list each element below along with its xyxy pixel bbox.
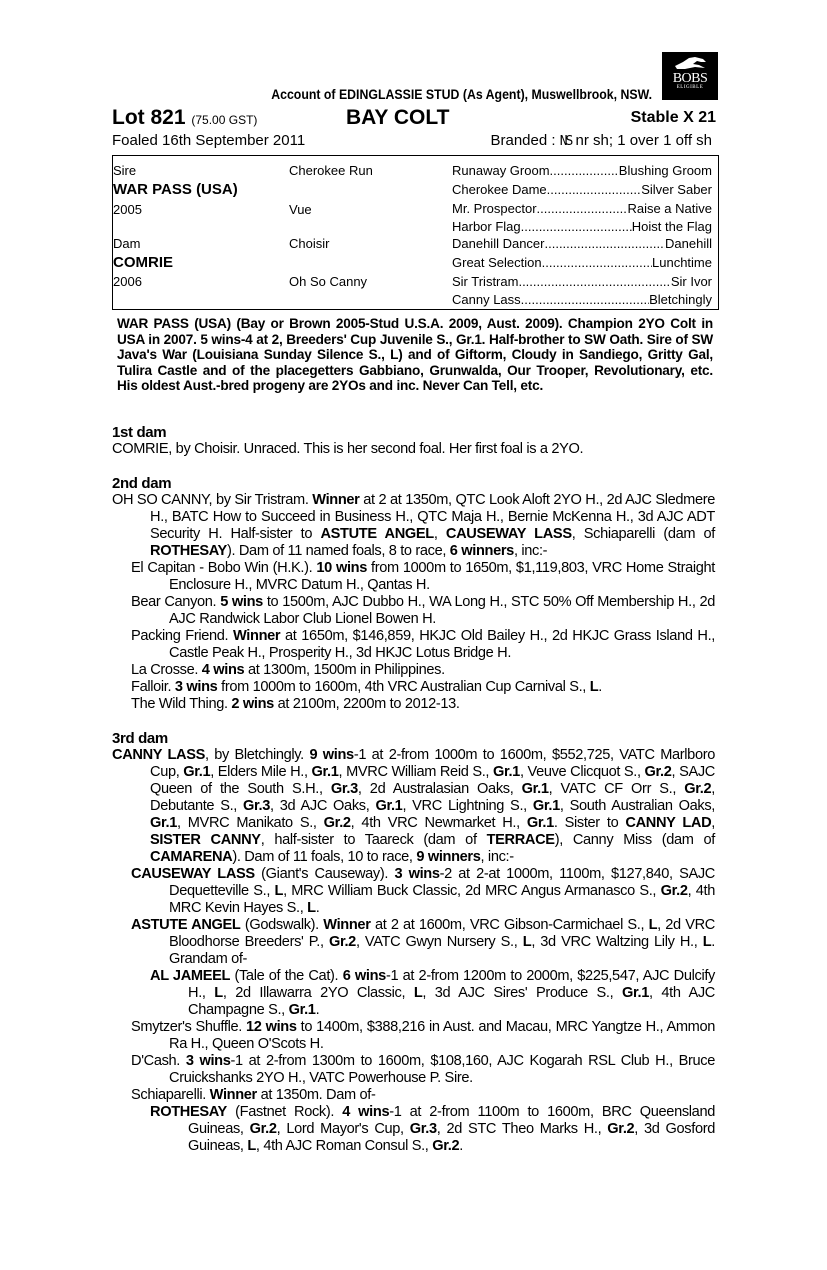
text: . Grandam of- bbox=[169, 934, 715, 967]
produce-entry bbox=[112, 492, 715, 560]
produce-entry bbox=[112, 594, 715, 628]
text: (Fastnet Rock). bbox=[226, 1104, 343, 1120]
bold-text: Gr.1 bbox=[526, 815, 554, 831]
grandparent-name: Mr. Prospector bbox=[452, 201, 537, 216]
bold-text: CANNY LASS bbox=[112, 747, 205, 763]
bold-text: Gr.2 bbox=[249, 1121, 277, 1137]
bold-text: L bbox=[413, 985, 423, 1001]
produce-entry bbox=[112, 441, 715, 458]
text: (Tale of the Cat). bbox=[230, 968, 343, 984]
text: . bbox=[459, 1138, 463, 1154]
text: , bbox=[711, 815, 715, 831]
bold-text: Winner bbox=[233, 628, 281, 644]
bold-text: 3 wins bbox=[185, 1053, 231, 1069]
text: Falloir. bbox=[131, 679, 175, 695]
logo-text: BOBS bbox=[672, 71, 708, 86]
text: . bbox=[598, 679, 602, 695]
great-grandsire-name: Bletchingly bbox=[649, 292, 712, 307]
text: at 1650m, $146,859, HKJC Old Bailey H., 2d HKJC Grass Island H., Castle Peak H., Prosperity H., 3d HKJC Lotus Bridge H. bbox=[169, 628, 715, 661]
bold-text: Gr.3 bbox=[409, 1121, 437, 1137]
bold-text: Gr.1 bbox=[532, 798, 560, 814]
text: ). Dam of 11 named foals, 8 to race, bbox=[226, 543, 450, 559]
text: (Giant's Causeway). bbox=[254, 866, 395, 882]
text: , MVRC William Reid S., bbox=[338, 764, 493, 780]
dot-leader bbox=[547, 182, 642, 197]
text: D'Cash. bbox=[131, 1053, 186, 1069]
sire-sire: Cherokee Run bbox=[289, 163, 373, 178]
bold-text: CAUSEWAY LASS bbox=[131, 866, 255, 882]
grandparent-row bbox=[452, 236, 712, 251]
grandparent-row bbox=[452, 255, 712, 270]
dam-name: COMRIE bbox=[113, 254, 173, 271]
brand-info bbox=[490, 132, 712, 149]
bold-text: L bbox=[589, 679, 599, 695]
logo-subtext: ELIGIBLE bbox=[676, 85, 704, 90]
text: , inc:- bbox=[513, 543, 548, 559]
bold-text: CANNY LAD bbox=[625, 815, 712, 831]
text: at 2 at 1350m, QTC Look Aloft 2YO H., 2d AJC Sledmere H., BATC How to Succeed in Business H., QTC Maja H., Bernie McKenna H., 3d AJC ADT Security H. Half-sister to bbox=[150, 492, 715, 542]
bold-text: L bbox=[214, 985, 223, 1001]
produce-entry bbox=[112, 560, 715, 594]
bold-text: 6 wins bbox=[342, 968, 386, 984]
bold-text: ROTHESAY bbox=[150, 1104, 227, 1120]
bold-text: SISTER CANNY bbox=[150, 832, 261, 848]
bold-text: 10 wins bbox=[316, 560, 367, 576]
bold-text: Gr.2 bbox=[432, 1138, 460, 1154]
text: , VRC Lightning S., bbox=[402, 798, 533, 814]
text: , Debutante S., bbox=[150, 781, 715, 814]
text: ), Canny Miss (dam of bbox=[554, 832, 715, 848]
gst: (75.00 GST) bbox=[191, 113, 258, 127]
bold-text: ASTUTE ANGEL bbox=[320, 526, 434, 542]
dam-year: 2006 bbox=[113, 274, 142, 289]
sire-label: Sire bbox=[113, 163, 137, 178]
bold-text: Gr.1 bbox=[183, 764, 211, 780]
sire-year: 2005 bbox=[113, 202, 142, 217]
bold-text: 9 winners bbox=[416, 849, 481, 865]
grandparent-row bbox=[452, 292, 712, 307]
produce-entry bbox=[112, 662, 715, 679]
text: . bbox=[315, 900, 320, 916]
text: to 1500m, AJC Dubbo H., WA Long H., STC 50% Off Membership H., 2d AJC Randwick Labor Club Lionel Bowen H. bbox=[169, 594, 715, 627]
text: . Sister to bbox=[553, 815, 626, 831]
great-grandsire-name: Blushing Groom bbox=[618, 163, 712, 178]
text: , Lord Mayor's Cup, bbox=[276, 1121, 410, 1137]
dam-label: Dam bbox=[113, 236, 141, 251]
great-grandsire-name: Lunchtime bbox=[652, 255, 712, 270]
text: , 2d VRC Bloodhorse Breeders' P., bbox=[169, 917, 715, 950]
grandparent-row bbox=[452, 201, 712, 216]
bold-text: 4 wins bbox=[342, 1104, 390, 1120]
dam-section bbox=[112, 730, 715, 1155]
text: La Crosse. bbox=[131, 662, 202, 678]
dot-leader bbox=[550, 163, 619, 178]
grandparent-name: Great Selection bbox=[452, 255, 542, 270]
sire-summary: WAR PASS (USA) (Bay or Brown 2005-Stud U.S.A. 2009, Aust. 2009). Champion 2YO Colt in USA in 2007. 5 wins-4 at 2, Breeders' Cup Juvenile S., Gr.1. Half-brother to SW Oath. Sire of SW Java's War (Louisiana Sunday Silence S., L) and of Giftorm, Cloudy in Sandiego, Gritty Gal, Tulira Castle and of the placegetters Gabbiano, Grunwalda, Our Trooper, Revolutionary, etc. His oldest Aust.-bred progeny are 2YOs and inc. Never Can Tell, etc. bbox=[117, 316, 713, 393]
produce-entry bbox=[112, 866, 715, 917]
dot-leader bbox=[521, 219, 632, 234]
bold-text: AL JAMEEL bbox=[150, 968, 231, 984]
pedigree-table bbox=[112, 155, 719, 310]
bold-text: TERRACE bbox=[486, 832, 555, 848]
dot-leader bbox=[545, 236, 666, 251]
text: , 3d Gosford Guineas, bbox=[188, 1121, 715, 1154]
text: , Elders Mile H., bbox=[210, 764, 312, 780]
bold-text: Gr.1 bbox=[288, 1002, 316, 1018]
section-heading: 2nd dam bbox=[112, 475, 172, 492]
text: The Wild Thing. bbox=[131, 696, 232, 712]
text: at 1300m, 1500m in Philippines. bbox=[244, 662, 445, 678]
bold-text: 2 wins bbox=[231, 696, 274, 712]
produce-entry bbox=[112, 679, 715, 696]
dot-leader bbox=[542, 255, 652, 270]
bold-text: 6 winners bbox=[449, 543, 514, 559]
bold-text: 9 wins bbox=[309, 747, 354, 763]
grandparent-name: Canny Lass bbox=[452, 292, 521, 307]
grandparent-name: Sir Tristram bbox=[452, 274, 519, 289]
text: , 2d Illawarra 2YO Classic, bbox=[222, 985, 414, 1001]
dot-leader bbox=[521, 292, 649, 307]
text: , bbox=[433, 526, 446, 542]
lot-line bbox=[112, 106, 716, 130]
vendor-account: Account of EDINGLASSIE STUD (As Agent), Muswellbrook, NSW. bbox=[271, 86, 652, 102]
sire-dam: Vue bbox=[289, 202, 312, 217]
text: , MVRC Manikato S., bbox=[177, 815, 324, 831]
section-heading: 3rd dam bbox=[112, 730, 168, 747]
text: , 4th MRC Kevin Hayes S., bbox=[169, 883, 715, 916]
text: COMRIE, by Choisir. Unraced. This is her second foal. Her first foal is a 2YO. bbox=[112, 441, 584, 457]
dam-sire: Choisir bbox=[289, 236, 330, 251]
text: , VATC Gwyn Nursery S., bbox=[355, 934, 523, 950]
sire-name: WAR PASS (USA) bbox=[113, 181, 238, 198]
produce-entry bbox=[112, 696, 715, 713]
text: , 2d STC Theo Marks H., bbox=[436, 1121, 608, 1137]
branded-prefix: Branded : bbox=[490, 132, 560, 149]
bold-text: L bbox=[648, 917, 658, 933]
bold-text: Gr.2 bbox=[323, 815, 351, 831]
text: , 4th AJC Champagne S., bbox=[188, 985, 715, 1018]
bold-text: 12 wins bbox=[245, 1019, 297, 1035]
bold-text: L bbox=[307, 900, 316, 916]
grandparent-row bbox=[452, 219, 712, 234]
produce-entry bbox=[112, 1019, 715, 1053]
bold-text: L bbox=[702, 934, 712, 950]
brand-mark: NS bbox=[559, 134, 572, 149]
text: , MRC William Buck Classic, 2d MRC Angus Armanasco S., bbox=[283, 883, 661, 899]
produce-entry bbox=[112, 1053, 715, 1087]
text: , by Bletchingly. bbox=[204, 747, 310, 763]
text: -1 at 2-from 1300m to 1600m, $108,160, AJC Kogarah RSL Club H., Bruce Cruickshanks 2YO H., VATC Powerhouse P. Sire. bbox=[169, 1053, 715, 1086]
text: (Godswalk). bbox=[240, 917, 324, 933]
text: , inc:- bbox=[480, 849, 514, 865]
bold-text: L bbox=[247, 1138, 256, 1154]
text: , 4th VRC Newmarket H., bbox=[350, 815, 527, 831]
grandparent-name: Cherokee Dame bbox=[452, 182, 547, 197]
produce-entry bbox=[112, 747, 715, 866]
bold-text: L bbox=[522, 934, 532, 950]
text: . bbox=[315, 1002, 320, 1018]
text: -2 at 2-at 1000m, 1100m, $127,840, SAJC Dequetteville S., bbox=[169, 866, 715, 899]
text: at 2100m, 2200m to 2012-13. bbox=[273, 696, 460, 712]
great-grandsire-name: Sir Ivor bbox=[670, 274, 712, 289]
bold-text: Gr.2 bbox=[660, 883, 688, 899]
produce-entry bbox=[112, 1087, 715, 1104]
dot-leader bbox=[537, 201, 628, 216]
produce-entry bbox=[112, 917, 715, 968]
text: -1 at 2-from 1100m to 1600m, BRC Queensland Guineas, bbox=[188, 1104, 715, 1137]
text: , VATC CF Orr S., bbox=[548, 781, 685, 797]
text: from 1000m to 1650m, $1,119,803, VRC Home Straight Enclosure H., MVRC Datum H., Qantas H. bbox=[169, 560, 715, 593]
lot-number bbox=[112, 106, 257, 130]
text: -1 at 2-from 1000m to 1600m, $552,725, VATC Marlboro Cup, bbox=[150, 747, 715, 780]
produce-entry bbox=[112, 1104, 715, 1155]
bold-text: Winner bbox=[312, 492, 360, 508]
bold-text: 5 wins bbox=[220, 594, 263, 610]
bold-text: CAUSEWAY LASS bbox=[445, 526, 572, 542]
grandparent-row bbox=[452, 182, 712, 197]
bold-text: Gr.1 bbox=[622, 985, 649, 1001]
text: , 2d Australasian Oaks, bbox=[357, 781, 522, 797]
grandparent-name: Runaway Groom bbox=[452, 163, 550, 178]
bold-text: Gr.3 bbox=[243, 798, 271, 814]
bold-text: Gr.3 bbox=[330, 781, 358, 797]
bold-text: Gr.2 bbox=[644, 764, 672, 780]
text: Packing Friend. bbox=[131, 628, 234, 644]
bold-text: Gr.2 bbox=[607, 1121, 635, 1137]
bold-text: Gr.1 bbox=[150, 815, 177, 831]
bold-text: Winner bbox=[209, 1087, 257, 1103]
text: , SAJC Queen of the South S.H., bbox=[150, 764, 715, 797]
text: at 1350m. Dam of- bbox=[256, 1087, 376, 1103]
section-heading: 1st dam bbox=[112, 424, 167, 441]
bold-text: ASTUTE ANGEL bbox=[131, 917, 241, 933]
dam-line bbox=[112, 424, 715, 1172]
great-grandsire-name: Raise a Native bbox=[627, 201, 712, 216]
text: ). Dam of 11 foals, 10 to race, bbox=[232, 849, 417, 865]
grandparent-name: Harbor Flag bbox=[452, 219, 521, 234]
horse-description: BAY COLT bbox=[346, 106, 450, 129]
text: OH SO CANNY, by Sir Tristram. bbox=[112, 492, 313, 508]
bold-text: CAMARENA bbox=[150, 849, 233, 865]
text: , 4th AJC Roman Consul S., bbox=[255, 1138, 433, 1154]
text: El Capitan - Bobo Win (H.K.). bbox=[131, 560, 317, 576]
bold-text: Gr.1 bbox=[521, 781, 549, 797]
text: at 2 at 1600m, VRC Gibson-Carmichael S., bbox=[370, 917, 649, 933]
branded-suffix: nr sh; 1 over 1 off sh bbox=[571, 132, 712, 149]
lot-label: Lot 821 bbox=[112, 106, 186, 129]
stable-number: Stable X 21 bbox=[630, 109, 716, 126]
great-grandsire-name: Silver Saber bbox=[641, 182, 712, 197]
text: to 1400m, $388,216 in Aust. and Macau, MRC Yangtze H., Ammon Ra H., Queen O'Scots H. bbox=[169, 1019, 715, 1052]
dam-section bbox=[112, 424, 715, 458]
bold-text: Winner bbox=[323, 917, 371, 933]
produce-entry bbox=[112, 628, 715, 662]
text: Bear Canyon. bbox=[131, 594, 221, 610]
bold-text: L bbox=[274, 883, 284, 899]
bold-text: 3 wins bbox=[174, 679, 218, 695]
dam-dam: Oh So Canny bbox=[289, 274, 368, 289]
text: , South Australian Oaks, bbox=[559, 798, 715, 814]
foaled-date: Foaled 16th September 2011 bbox=[112, 132, 306, 149]
dot-leader bbox=[518, 274, 670, 289]
text: , half-sister to Taareck (dam of bbox=[260, 832, 487, 848]
bold-text: Gr.1 bbox=[492, 764, 520, 780]
text: , 3d AJC Oaks, bbox=[270, 798, 376, 814]
bold-text: Gr.2 bbox=[328, 934, 356, 950]
great-grandsire-name: Danehill bbox=[665, 236, 712, 251]
text: Schiaparelli. bbox=[131, 1087, 210, 1103]
bold-text: Gr.1 bbox=[311, 764, 339, 780]
text: , Veuve Clicquot S., bbox=[519, 764, 645, 780]
text: -1 at 2-from 1200m to 2000m, $225,547, AJC Dulcify H., bbox=[188, 968, 715, 1001]
bold-text: Gr.1 bbox=[375, 798, 403, 814]
bold-text: ROTHESAY bbox=[150, 543, 227, 559]
horse-head-icon bbox=[673, 56, 707, 72]
dam-section bbox=[112, 475, 715, 713]
text: Smytzer's Shuffle. bbox=[131, 1019, 246, 1035]
grandparent-row bbox=[452, 163, 712, 178]
text: , 3d VRC Waltzing Lily H., bbox=[531, 934, 703, 950]
bold-text: 4 wins bbox=[201, 662, 245, 678]
grandparent-name: Danehill Dancer bbox=[452, 236, 545, 251]
text: from 1000m to 1600m, 4th VRC Australian Cup Carnival S., bbox=[217, 679, 590, 695]
text: , Schiaparelli (dam of bbox=[571, 526, 715, 542]
bold-text: 3 wins bbox=[394, 866, 440, 882]
text: , 3d AJC Sires' Produce S., bbox=[422, 985, 622, 1001]
grandparent-row bbox=[452, 274, 712, 289]
great-grandsire-name: Hoist the Flag bbox=[631, 219, 712, 234]
bold-text: Gr.2 bbox=[684, 781, 712, 797]
bobs-eligible-logo bbox=[662, 52, 718, 100]
produce-entry bbox=[112, 968, 715, 1019]
